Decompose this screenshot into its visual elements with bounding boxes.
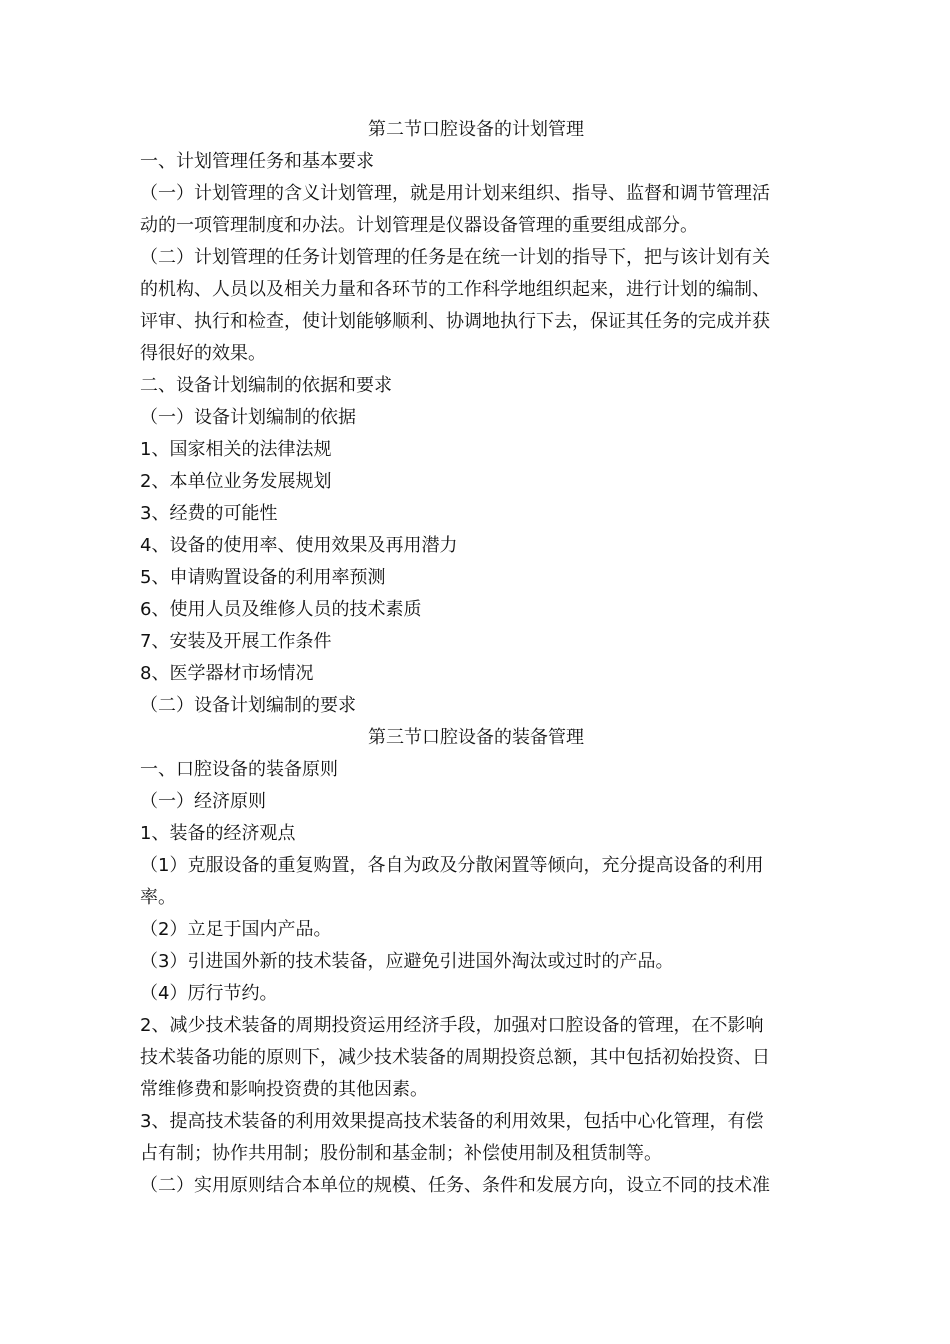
list-item: 1、装备的经济观点: [140, 823, 296, 844]
heading-2: 二、设备计划编制的依据和要求: [140, 375, 392, 396]
paragraph-line: （3）引进国外新的技术装备，应避免引进国外淘汰或过时的产品。: [140, 951, 674, 972]
list-item: 7、安装及开展工作条件: [140, 631, 332, 652]
paragraph-line: 率。: [140, 887, 176, 908]
list-item: 3、经费的可能性: [140, 503, 278, 524]
paragraph-line: 3、提高技术装备的利用效果提高技术装备的利用效果，包括中心化管理，有偿: [140, 1111, 764, 1132]
list-item: 1、国家相关的法律法规: [140, 439, 332, 460]
heading-1: 一、计划管理任务和基本要求: [140, 151, 374, 172]
paragraph-line: （二）计划管理的任务计划管理的任务是在统一计划的指导下，把与该计划有关: [140, 247, 770, 268]
list-item: 6、使用人员及维修人员的技术素质: [140, 599, 422, 620]
paragraph-line: 评审、执行和检查，使计划能够顺利、协调地执行下去，保证其任务的完成并获: [140, 311, 770, 332]
document-body: [140, 114, 812, 1202]
subheading: （二）设备计划编制的要求: [140, 695, 356, 716]
subheading: （一）经济原则: [140, 791, 266, 812]
paragraph-line: （二）实用原则结合本单位的规模、任务、条件和发展方向，设立不同的技术准: [140, 1175, 770, 1196]
paragraph-line: （2）立足于国内产品。: [140, 919, 332, 940]
paragraph-line: 占有制；协作共用制；股份制和基金制；补偿使用制及租赁制等。: [140, 1143, 662, 1164]
paragraph-line: 2、减少技术装备的周期投资运用经济手段，加强对口腔设备的管理，在不影响: [140, 1015, 764, 1036]
list-item: 8、医学器材市场情况: [140, 663, 314, 684]
section-title: 第二节口腔设备的计划管理: [368, 119, 584, 140]
subheading: （一）设备计划编制的依据: [140, 407, 356, 428]
paragraph-line: 的机构、人员以及相关力量和各环节的工作科学地组织起来，进行计划的编制、: [140, 279, 770, 300]
section-title: 第三节口腔设备的装备管理: [368, 727, 584, 748]
list-item: 2、本单位业务发展规划: [140, 471, 332, 492]
list-item: 4、设备的使用率、使用效果及再用潜力: [140, 535, 458, 556]
paragraph-line: 得很好的效果。: [140, 343, 266, 364]
paragraph-line: 技术装备功能的原则下，减少技术装备的周期投资总额，其中包括初始投资、日: [140, 1047, 770, 1068]
paragraph-line: 动的一项管理制度和办法。计划管理是仪器设备管理的重要组成部分。: [140, 215, 698, 236]
paragraph-line: （一）计划管理的含义计划管理，就是用计划来组织、指导、监督和调节管理活: [140, 183, 770, 204]
heading-1: 一、口腔设备的装备原则: [140, 759, 338, 780]
paragraph-line: （4）厉行节约。: [140, 983, 278, 1004]
paragraph-line: （1）克服设备的重复购置，各自为政及分散闲置等倾向，充分提高设备的利用: [140, 855, 764, 876]
list-item: 5、申请购置设备的利用率预测: [140, 567, 386, 588]
paragraph-line: 常维修费和影响投资费的其他因素。: [140, 1079, 428, 1100]
